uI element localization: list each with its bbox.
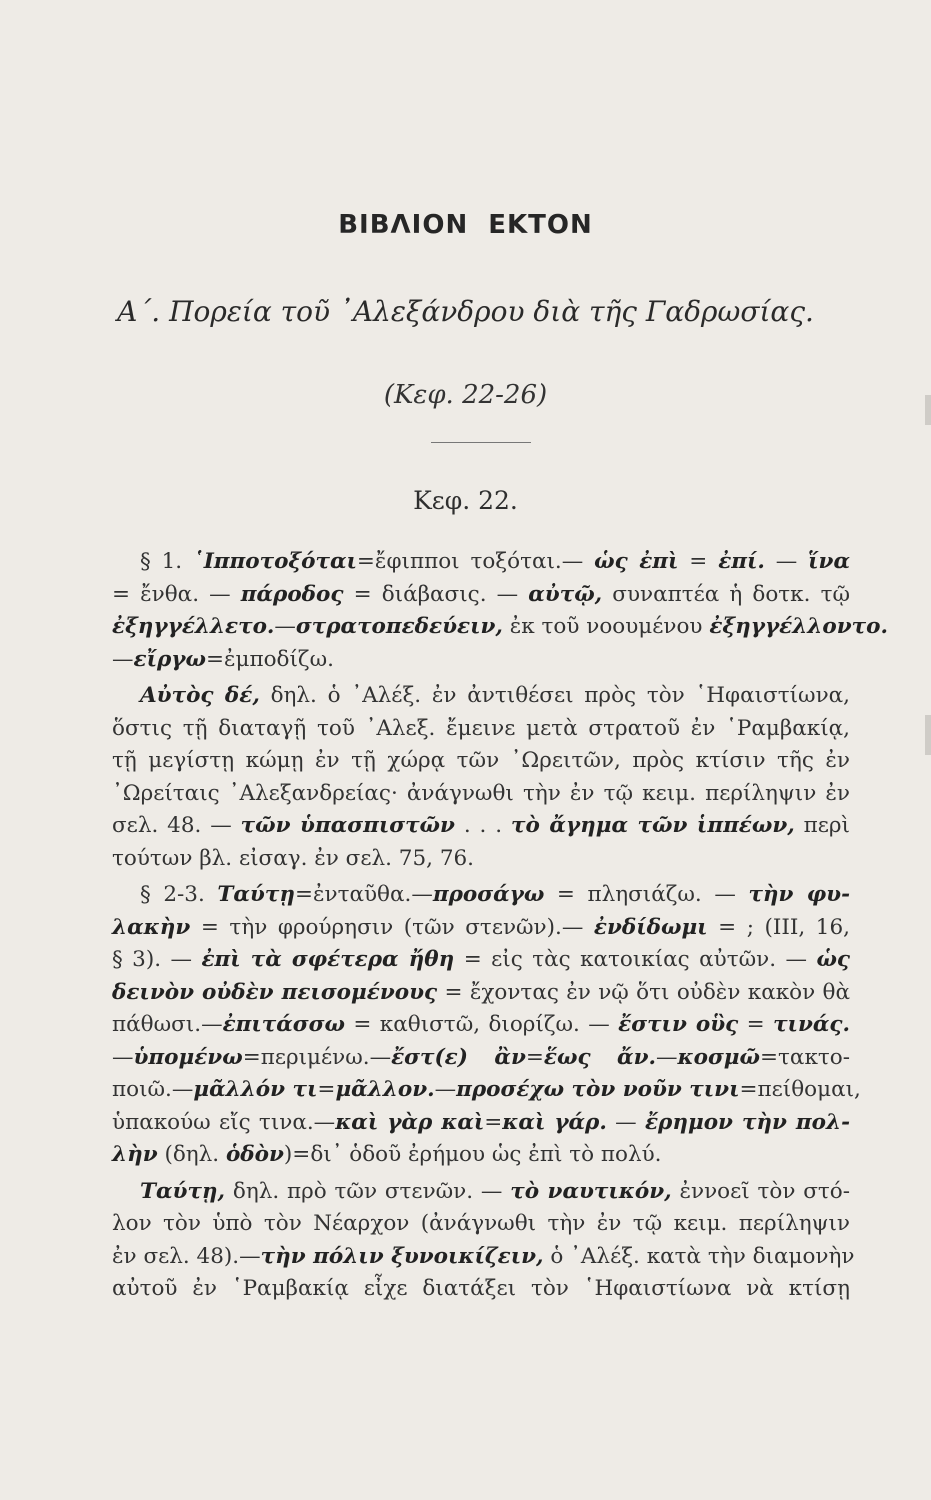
lemma: ἵνα — [808, 549, 850, 574]
gloss: δηλ. πρὸ τῶν στενῶν. — — [225, 1178, 511, 1204]
text-line — [112, 745, 850, 778]
lemma: Αὐτὸς δέ, — [140, 683, 260, 708]
lemma: τὴν φυ- — [748, 882, 851, 907]
gloss: ἐκ τοῦ νοουμένου — [502, 614, 710, 639]
text-line — [112, 611, 888, 644]
gloss: = — [525, 1044, 544, 1070]
lemma: ὡς — [816, 947, 850, 972]
lemma: δεινὸν οὐδὲν πεισομένους — [112, 979, 438, 1005]
lemma: ἔρημον τὴν πολ- — [644, 1109, 850, 1135]
gloss: = καθιστῶ, διορίζω. — — [344, 1012, 619, 1037]
text-line — [112, 879, 850, 912]
lemma: ἐξηγγέλλετο. — [112, 614, 275, 639]
lemma: Ταύτῃ — [217, 882, 295, 907]
gloss: = τὴν φρούρησιν (τῶν στενῶν).— — [190, 914, 594, 940]
lemma: εἴργω — [133, 646, 206, 672]
lemma: καὶ γὰρ καὶ — [335, 1109, 485, 1135]
gloss: § 1. — [140, 549, 193, 574]
gloss: — — [274, 614, 296, 639]
gloss: = ἔχοντας ἐν νῷ ὅτι οὐδὲν κακὸν θὰ — [437, 979, 850, 1005]
lemma: ἐπὶ τὰ σφέτερα ἤθη — [201, 947, 455, 972]
gloss: = — [317, 1077, 336, 1102]
gloss: =περιμένω.— — [242, 1044, 392, 1070]
lemma: ἐνδίδωμι — [593, 914, 708, 940]
text-line — [112, 843, 850, 876]
gloss: — — [764, 549, 809, 574]
gloss: ἐν σελ. 48).— — [112, 1243, 261, 1269]
lemma: τῶν ὑπασπιστῶν — [240, 813, 455, 838]
text-line — [112, 810, 850, 843]
gloss: — — [434, 1077, 457, 1102]
gloss: = ; (ΙΙΙ, 16, — [707, 914, 850, 940]
section-title: Α΄. Πορεία τοῦ ᾿Αλεξάνδρου διὰ τῆς Γαδρωσίας. — [117, 295, 814, 328]
lemma: πάροδος — [240, 581, 344, 607]
lemma: τὸ ναυτικόν, — [510, 1178, 672, 1204]
gloss: — — [606, 1109, 645, 1135]
text-line — [112, 1009, 850, 1042]
gloss: ὁ ᾿Αλέξ. κατὰ τὴν διαμονὴν — [543, 1243, 855, 1269]
gloss: ὑπακούω εἴς τινα.— — [112, 1109, 336, 1135]
text-line — [112, 1208, 850, 1241]
gloss: = διάβασις. — — [343, 581, 529, 607]
gloss: =ἔφιπποι τοξόται.— — [356, 549, 595, 574]
lemma: λακὴν — [112, 914, 191, 940]
text-line — [112, 1107, 850, 1140]
lemma: ῾Ιπποτοξόται — [193, 549, 357, 574]
lemma: ὑπομένω — [133, 1044, 243, 1070]
lemma: λὴν — [112, 1142, 158, 1167]
text-line — [112, 1139, 850, 1172]
chapter-heading: Κεφ. 22. — [413, 486, 518, 515]
gloss: = — [678, 549, 719, 574]
gloss: ᾿Ωρείταις ᾿Αλεξανδρείας· ἀνάγνωθι τὴν ἐν τῷ κειμ. περίληψιν ἐν — [112, 780, 850, 806]
gloss: § 2-3. — [140, 882, 218, 907]
gloss: σελ. 48. — — [112, 813, 241, 838]
lemma: στρατοπεδεύειν, — [295, 614, 503, 639]
lemma: τινάς. — [773, 1012, 850, 1037]
text-line — [112, 644, 850, 677]
gloss: λον τὸν ὑπὸ τὸν Νέαρχον (ἀνάγνωθι τὴν ἐν τῷ κειμ. περίληψιν — [112, 1211, 850, 1236]
text-line — [112, 1273, 850, 1306]
gloss: — — [112, 646, 134, 672]
lemma: ἔστ(ε) ἂν — [391, 1044, 526, 1070]
gloss: = πλησιάζω. — — [544, 882, 749, 907]
gloss: ποιῶ.— — [112, 1077, 194, 1102]
lemma: ἕως ἄν. — [543, 1044, 656, 1070]
lemma: ἐπί. — [718, 549, 765, 574]
gloss: = εἰς τὰς κατοικίας αὐτῶν. — — [454, 947, 817, 972]
text-line — [112, 713, 850, 746]
gloss: =ἐνταῦθα.— — [294, 882, 433, 907]
gloss: = — [738, 1012, 774, 1037]
text-line — [112, 579, 850, 612]
text-line — [112, 1042, 850, 1075]
book-title: ΒΙΒΛΙΟΝ ΕΚΤΟΝ — [338, 210, 593, 240]
lemma: αὐτῷ, — [528, 581, 603, 607]
gloss: =ἐμποδίζω. — [205, 646, 334, 672]
gloss: αὐτοῦ ἐν ῾Ραμβακίᾳ εἶχε διατάξει τὸν ῾Ηφαιστίωνα νὰ κτίσῃ — [112, 1276, 850, 1301]
text-line — [112, 1241, 855, 1274]
text-line — [112, 546, 850, 579]
lemma: ὡς ἐπὶ — [594, 549, 679, 574]
gloss: πάθωσι.— — [112, 1012, 223, 1037]
gloss: § 3). — — [112, 947, 202, 972]
lemma: κοσμῶ — [677, 1044, 761, 1070]
lemma: ἔστιν οὓς — [618, 1012, 739, 1037]
text-line — [112, 1074, 861, 1107]
gloss: . . . — [454, 813, 511, 838]
text-line — [112, 778, 850, 811]
gloss: = ἔνθα. — — [112, 581, 241, 607]
gloss: ἐννοεῖ τὸν στό- — [671, 1178, 851, 1204]
gloss: περὶ — [794, 813, 850, 838]
commentary-text — [112, 546, 888, 1306]
lemma: προσάγω — [432, 882, 545, 907]
gloss: — — [656, 1044, 678, 1070]
text-line — [112, 944, 850, 977]
lemma: προσέχω τὸν νοῦν τινι — [456, 1077, 740, 1102]
gloss: — — [112, 1044, 134, 1070]
text-line — [112, 912, 850, 945]
gloss: =τακτο- — [760, 1044, 850, 1070]
lemma: μᾶλλόν τι — [193, 1077, 318, 1102]
lemma: ὁδὸν — [225, 1142, 284, 1167]
gloss: = — [484, 1109, 503, 1135]
lemma: τὸ ἄγημα τῶν ἱππέων, — [511, 813, 795, 838]
gloss: )=δι᾿ ὁδοῦ ἐρήμου ὡς ἐπὶ τὸ πολύ. — [283, 1142, 662, 1167]
margin-mark — [925, 715, 931, 755]
text-line — [112, 977, 850, 1010]
gloss: ὅστις τῇ διαταγῇ τοῦ ᾿Αλεξ. ἔμεινε μετὰ στρατοῦ ἐν ῾Ραμβακίᾳ, — [112, 715, 850, 741]
gloss: =πείθομαι, — [739, 1077, 861, 1102]
gloss: (δηλ. — [157, 1142, 226, 1167]
chapter-range: (Κεφ. 22-26) — [383, 380, 548, 410]
lemma: τὴν πόλιν ξυνοικίζειν, — [260, 1243, 544, 1269]
lemma: Ταύτῃ, — [140, 1178, 226, 1204]
lemma: ἐξηγγέλλοντο. — [709, 614, 888, 639]
divider-rule — [431, 442, 531, 443]
gloss: δηλ. ὁ ᾿Αλέξ. ἐν ἀντιθέσει πρὸς τὸν ῾Ηφαιστίωνα, — [259, 683, 850, 708]
text-line — [112, 680, 850, 713]
gloss: συναπτέα ἡ δοτκ. τῷ — [602, 581, 850, 607]
gloss: τῇ μεγίστῃ κώμῃ ἐν τῇ χώρᾳ τῶν ᾿Ωρειτῶν, πρὸς κτίσιν τῆς ἐν — [112, 748, 850, 773]
gloss: τούτων βλ. εἰσαγ. ἐν σελ. 75, 76. — [112, 845, 475, 871]
lemma: μᾶλλον. — [335, 1077, 435, 1102]
lemma: ἐπιτάσσω — [222, 1012, 345, 1037]
text-line — [112, 1176, 850, 1209]
lemma: καὶ γάρ. — [502, 1109, 607, 1135]
